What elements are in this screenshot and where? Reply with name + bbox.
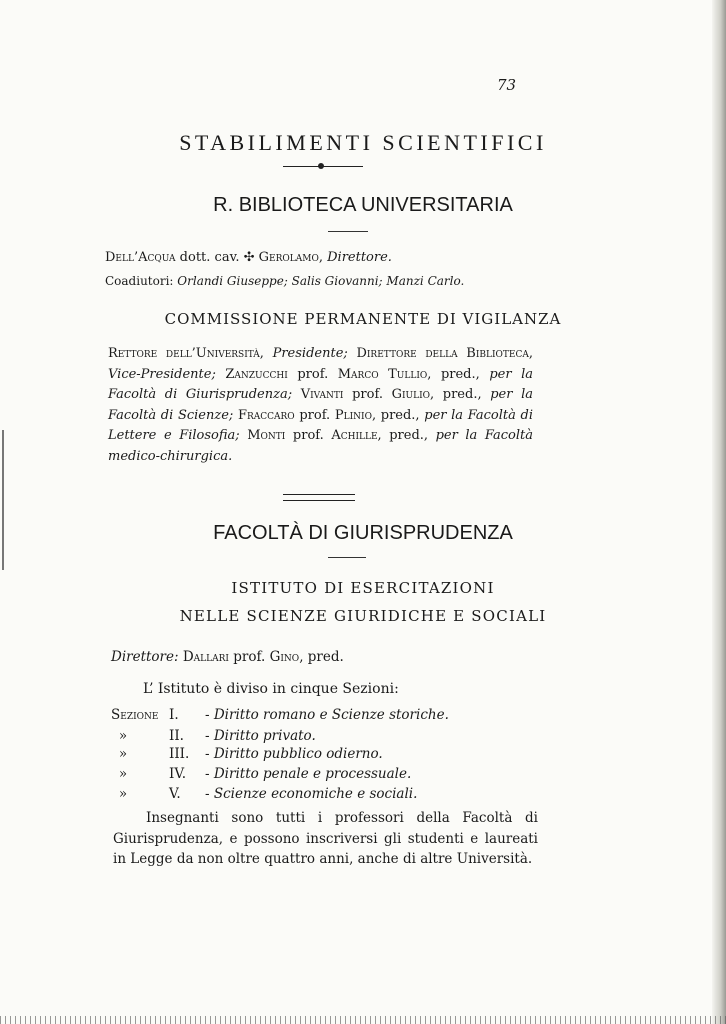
commission-text-16: per la Facoltà di Scienze; [108, 387, 533, 423]
commission-text-25: , pred., [377, 428, 436, 443]
section-label: » [118, 786, 128, 802]
commission-text-2: , [259, 346, 273, 361]
library-director-line [105, 250, 392, 265]
institute-divided-line: L’ Istituto è diviso in cinque Sezioni: [143, 681, 399, 697]
section-number: IV. [169, 766, 187, 782]
commission-text-4: Direttore della Biblioteca [347, 346, 529, 361]
institute-heading-line1: ISTITUTO DI ESERCITAZIONI [231, 579, 495, 597]
page-number: 73 [497, 76, 517, 94]
library-coadiutori-line [105, 274, 464, 288]
section-dash: - [205, 728, 214, 744]
library-director-surname: Dell’Acqua [105, 250, 176, 265]
section-name: Diritto penale e processuale. [213, 766, 412, 782]
commission-text-20: , pred., [371, 407, 425, 423]
title-ornament-dot [318, 163, 324, 169]
section-row [111, 746, 383, 762]
institute-director-title: prof. [228, 649, 270, 665]
commission-text-22: Monti [239, 428, 286, 443]
commission-text-23: prof. [285, 428, 332, 443]
section-dash: - [205, 766, 214, 782]
section-row [111, 766, 411, 782]
commission-text-5: , [528, 346, 533, 361]
commission-text-8: prof. [287, 366, 338, 382]
page-title: STABILIMENTI SCIENTIFICI [179, 130, 547, 155]
faculty-rule [328, 557, 366, 558]
commission-text-12: Vivanti [292, 387, 344, 402]
institute-director-firstname: Gino [269, 649, 300, 665]
section-name: Diritto romano e Scienze storiche. [213, 707, 449, 723]
commission-text-7: Zanzucchi [215, 366, 288, 382]
institute-director-label: Direttore: [111, 649, 179, 665]
commission-text-15: , pred., [430, 387, 491, 402]
library-director-firstname: Gerolamo, [258, 250, 323, 265]
institute-director-line [111, 649, 344, 665]
commission-text-13: prof. [343, 387, 392, 402]
commission-text-9: Marco Tullio [337, 366, 428, 382]
section-number: I. [169, 707, 179, 723]
coadiutori-names: Orlandi Giuseppe; Salis Giovanni; Manzi Carlo. [177, 274, 465, 288]
commission-text-26: per la Facoltà medico-chirurgica. [108, 428, 534, 464]
section-row [111, 707, 449, 723]
commission-text-11: per la Facoltà di Giurisprudenza; [108, 366, 533, 402]
section-label: » [118, 728, 128, 744]
section-label: Sezione [111, 707, 159, 723]
library-rule [328, 231, 368, 232]
commission-text-10: , pred., [427, 366, 490, 382]
margin-mark [2, 430, 4, 570]
institute-heading-line2: NELLE SCIENZE GIURIDICHE E SOCIALI [179, 607, 547, 625]
library-director-role: Direttore. [322, 250, 392, 265]
section-number: V. [169, 786, 181, 802]
commission-text-24: Achille [331, 428, 378, 443]
commission-text-3: Presidente; [272, 346, 348, 361]
section-number: III. [169, 746, 190, 762]
commission-text-21: per la Facoltà di Lettere e Filosofia; [108, 407, 533, 443]
section-row [111, 786, 417, 802]
commission-text-14: Giulio [391, 387, 431, 402]
commission-text-19: Plinio [334, 407, 372, 423]
institute-director-end: , pred. [299, 649, 344, 665]
section-name: Diritto privato. [213, 728, 316, 744]
library-director-title: dott. cav. ✣ [175, 250, 259, 265]
section-dash: - [205, 746, 214, 762]
double-rule-divider [283, 494, 355, 501]
section-label: » [118, 746, 128, 762]
section-row [111, 728, 316, 744]
commission-text-18: prof. [294, 407, 335, 423]
section-number: II. [169, 728, 184, 744]
commission-text-1: Rettore dell’Università [108, 346, 260, 361]
section-label: » [118, 766, 128, 782]
bottom-edge [0, 1016, 726, 1024]
section-name: Scienze economiche e sociali. [213, 786, 418, 802]
commission-text-6: Vice-Presidente; [108, 366, 216, 382]
commission-text-17: Fraccaro [233, 407, 295, 423]
institute-director-surname: Dallari [178, 649, 229, 665]
section-dash: - [205, 707, 214, 723]
section-name: Diritto pubblico odierno. [213, 746, 383, 762]
faculty-heading: FACOLTÀ DI GIURISPRUDENZA [213, 522, 513, 544]
commission-heading: COMMISSIONE PERMANENTE DI VIGILANZA [164, 310, 562, 328]
commission-paragraph [108, 344, 533, 467]
teaching-paragraph: Insegnanti sono tutti i professori della Facoltà di Giurisprudenza, e possono inscriversi gli studenti e laureati in Legge da non oltre quattro anni, anche di altre Università. [113, 810, 538, 867]
coadiutori-label: Coadiutori: [105, 274, 178, 288]
library-heading: R. BIBLIOTECA UNIVERSITARIA [213, 194, 513, 216]
section-dash: - [205, 786, 214, 802]
